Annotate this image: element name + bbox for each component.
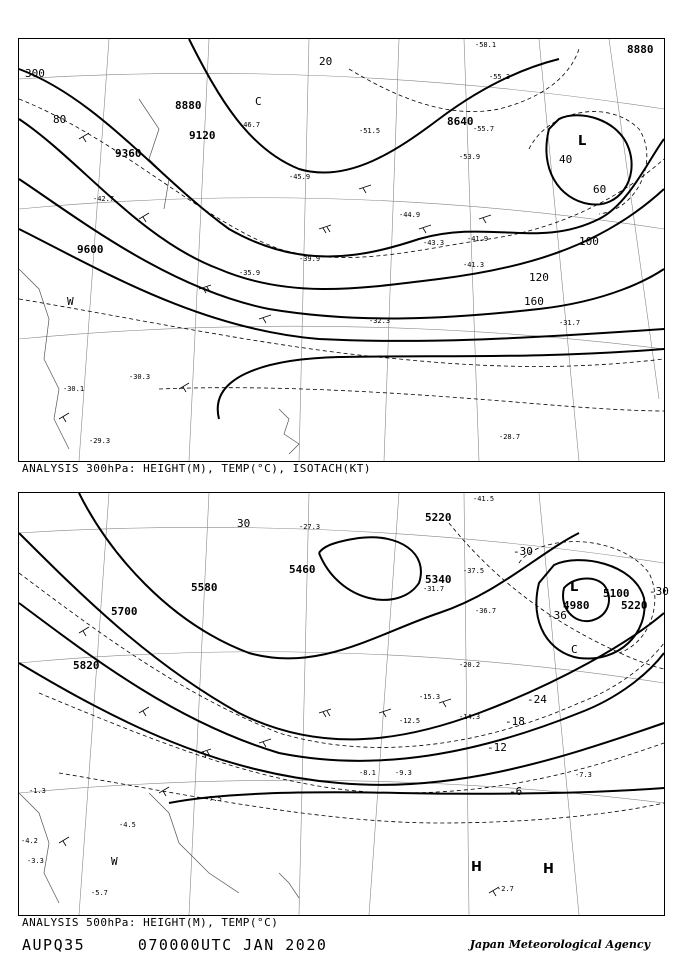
obs-temp: -14.3 [459, 713, 481, 721]
map-panel-300hpa [18, 38, 665, 462]
obs-temp: -20.2 [459, 661, 481, 669]
obs-temp: -41.5 [473, 495, 495, 503]
obs-temp: -27.3 [299, 523, 321, 531]
obs-temp: -8.1 [359, 769, 376, 777]
obs-temp: -29.3 [89, 437, 111, 445]
obs-temp: -4.2 [21, 837, 38, 845]
height-label: 5100 [603, 587, 630, 600]
obs-temp: -42.7 [93, 195, 115, 203]
obs-temp: -41.3 [463, 261, 485, 269]
obs-temp: -45.9 [289, 173, 311, 181]
map-500hpa-svg [19, 493, 669, 915]
obs-temp: -58.1 [475, 41, 497, 49]
height-labels [73, 511, 648, 672]
graticule [19, 493, 664, 915]
isotach-labels [25, 55, 606, 308]
wind-barbs [59, 627, 499, 896]
chart-code-and-time: AUPQ35 070000UTC JAN 2020 [22, 936, 328, 954]
obs-temp: -53.9 [459, 153, 481, 161]
wind-barbs [59, 133, 491, 422]
isotach-label: 160 [524, 295, 544, 308]
height-contours [19, 39, 664, 419]
isotach-label: 60 [593, 183, 607, 196]
obs-temp: -15.3 [419, 693, 441, 701]
obs-temp: -5.7 [91, 889, 108, 897]
obs-temp: -46.7 [239, 121, 261, 129]
isotach-label: 120 [529, 271, 549, 284]
low-center: L [578, 134, 587, 149]
height-label: 8640 [447, 115, 474, 128]
isotach-label: 300 [25, 67, 45, 80]
height-contours [19, 493, 664, 803]
panel-caption-500hpa: ANALYSIS 500hPa: HEIGHT(M), TEMP(°C) [22, 916, 279, 929]
temp-label: -36 [547, 609, 567, 622]
height-label: 5220 [425, 511, 452, 524]
pressure-centers [111, 580, 578, 877]
obs-temp: -28.7 [499, 433, 521, 441]
obs-temp: -7.3 [575, 771, 592, 779]
height-label: 5220 [621, 599, 648, 612]
temp-label: -24 [527, 693, 547, 706]
temp-label: -6 [509, 785, 523, 798]
obs-temp: -30.1 [63, 385, 85, 393]
height-label: 5460 [289, 563, 316, 576]
obs-temp: -30.3 [129, 373, 151, 381]
obs-temps [21, 495, 592, 897]
height-label: 9120 [189, 129, 216, 142]
warm-center: W [111, 855, 118, 868]
high-center: H [543, 862, 554, 877]
obs-temp: -39.9 [299, 255, 321, 263]
obs-temp: -55.7 [473, 125, 495, 133]
isotach-label: 40 [559, 153, 573, 166]
temp-label: 30 [237, 517, 251, 530]
obs-temp: -4.5 [119, 821, 136, 829]
height-labels [77, 43, 654, 256]
temp-label: -30 [513, 545, 533, 558]
obs-temp: -9.3 [395, 769, 412, 777]
obs-temp: -51.5 [359, 127, 381, 135]
obs-temp: -31.7 [559, 319, 581, 327]
height-label: 9600 [77, 243, 104, 256]
obs-temp: -31.7 [423, 585, 445, 593]
obs-temp: -36.7 [475, 607, 497, 615]
obs-temp: -2.7 [497, 885, 514, 893]
height-label: 8880 [627, 43, 654, 56]
low-center: L [570, 580, 579, 595]
pressure-centers [67, 95, 586, 308]
isotach-label: 80 [53, 113, 67, 126]
obs-temp: -55.3 [489, 73, 511, 81]
obs-temp: -41.9 [467, 235, 489, 243]
obs-temp: -35.9 [239, 269, 261, 277]
temp-label: -12 [487, 741, 507, 754]
warm-center: W [67, 295, 74, 308]
obs-temp: -3.3 [27, 857, 44, 865]
cold-center: C [255, 95, 262, 108]
height-label: 5820 [73, 659, 100, 672]
cold-center: C [571, 643, 578, 656]
agency-name: Japan Meteorological Agency [469, 938, 650, 951]
high-center: H [471, 860, 482, 875]
map-300hpa-svg [19, 39, 664, 461]
height-label: 4980 [563, 599, 590, 612]
obs-temp: -44.9 [399, 211, 421, 219]
panel-caption-300hpa: ANALYSIS 300hPa: HEIGHT(M), TEMP(°C), ISOTACH(KT) [22, 462, 372, 475]
obs-temp: -32.3 [369, 317, 391, 325]
map-panel-500hpa [18, 492, 669, 916]
obs-temp: -12.5 [399, 717, 421, 725]
height-label: 5340 [425, 573, 452, 586]
isotach-label: 20 [319, 55, 333, 68]
temp-label: -18 [505, 715, 525, 728]
height-label: 5700 [111, 605, 138, 618]
height-label: 5580 [191, 581, 218, 594]
height-label: 8880 [175, 99, 202, 112]
obs-temp: -7.5 [205, 795, 222, 803]
temp-label: -30 [649, 585, 669, 598]
obs-temp: -1.3 [29, 787, 46, 795]
coastline [19, 793, 299, 903]
obs-temp: -37.5 [463, 567, 485, 575]
isotach-label: 100 [579, 235, 599, 248]
obs-temp: -43.3 [423, 239, 445, 247]
height-label: 9360 [115, 147, 142, 160]
